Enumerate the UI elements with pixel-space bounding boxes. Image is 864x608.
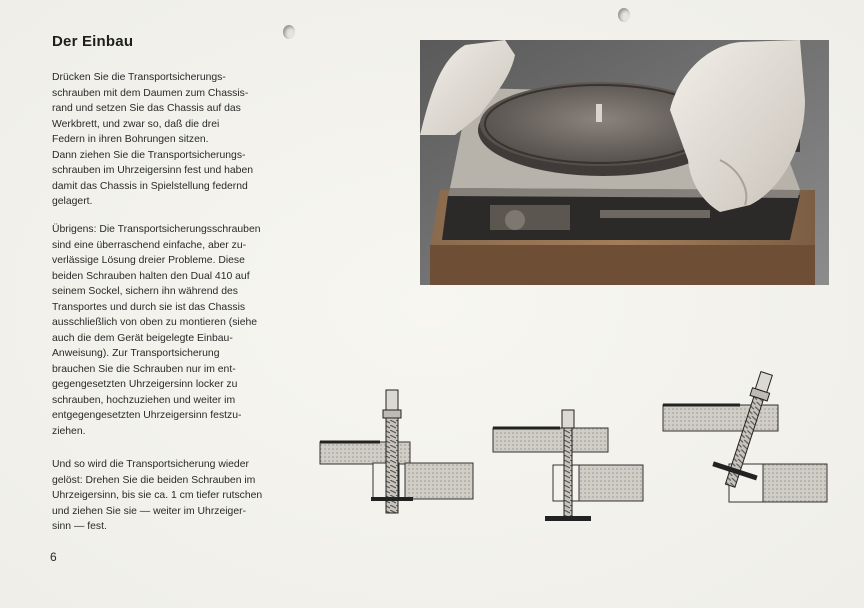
- screw-position-2: [493, 410, 643, 521]
- section-heading: Der Einbau: [52, 33, 134, 50]
- text-line: Übrigens: Die Transportsicherungsschrauben: [52, 224, 261, 235]
- text-line: auch die dem Gerät beigelegte Einbau-: [52, 332, 233, 344]
- text-line: seinem Sockel, sichern ihn während des: [52, 286, 238, 297]
- text-line: Federn in ihren Bohrungen sitzen.: [52, 134, 209, 145]
- text-line: sind eine überraschend einfache, aber zu-: [52, 239, 247, 251]
- text-line: Uhrzeigersinn, bis sie ca. 1 cm tiefer rutschen: [52, 490, 263, 501]
- text-line: Werkbrett, und zwar so, daß die drei: [52, 118, 220, 130]
- screw-diagram: [0, 360, 864, 560]
- turntable-photo-illustration: [420, 40, 829, 285]
- text-line: verlässige Lösung dreier Probleme. Diese: [52, 255, 245, 266]
- punch-hole: [283, 25, 295, 39]
- text-line: gelöst: Drehen Sie die beiden Schrauben im: [52, 474, 256, 486]
- text-line: brauchen Sie die Schrauben nur im ent-: [52, 363, 236, 375]
- paragraph-1: [52, 70, 302, 210]
- text-line: Drücken Sie die Transportsicherungs-: [52, 72, 226, 83]
- text-line: Anweisung). Zur Transportsicherung: [52, 348, 220, 359]
- text-line: Und so wird die Transportsicherung wieder: [52, 459, 249, 470]
- punch-hole: [618, 8, 630, 22]
- screw-position-1: [320, 390, 473, 513]
- text-line: ausschließlich von oben zu montieren (siehe: [52, 317, 258, 328]
- text-line: gelagert.: [52, 196, 93, 207]
- text-line: beiden Schrauben halten den Dual 410 auf: [52, 270, 250, 282]
- text-line: Dann ziehen Sie die Transportsicherungs-: [52, 149, 246, 161]
- text-line: gegengesetzten Uhrzeigersinn locker zu: [52, 379, 238, 390]
- text-line: damit das Chassis in Spielstellung federnd: [52, 180, 248, 192]
- text-line: schrauben mit dem Daumen zum Chassis-: [52, 87, 249, 99]
- text-line: sinn — fest.: [52, 521, 107, 532]
- text-line: schrauben im Uhrzeigersinn fest und haben: [52, 165, 254, 176]
- text-line: ziehen.: [52, 425, 86, 437]
- page-number: 6: [50, 550, 57, 564]
- text-line: schrauben, hochzuziehen und weiter im: [52, 394, 236, 406]
- screw-position-3: [663, 366, 827, 502]
- text-line: und ziehen Sie sie — weiter im Uhrzeiger-: [52, 505, 247, 517]
- text-line: rand und setzen Sie das Chassis auf das: [52, 103, 241, 114]
- text-line: entgegengesetzten Uhrzeigersinn festzu-: [52, 410, 242, 421]
- text-line: Transportes und durch sie ist das Chassis: [52, 301, 246, 313]
- turntable-photo: [420, 40, 829, 285]
